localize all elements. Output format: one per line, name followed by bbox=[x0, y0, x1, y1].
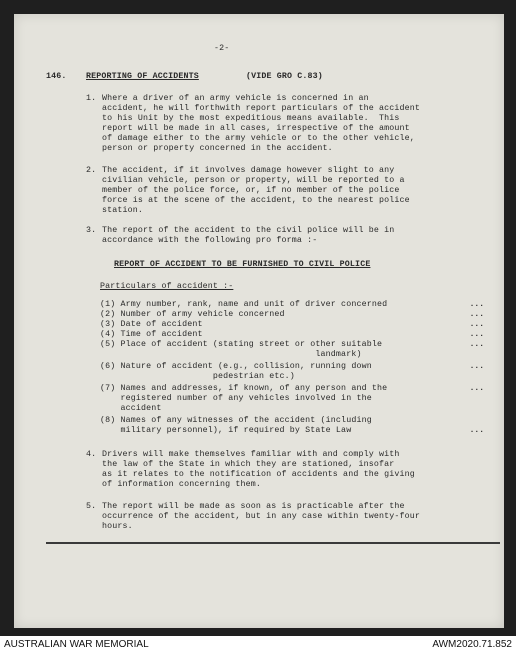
section-number: 146. bbox=[46, 72, 67, 81]
particular-8: (8) Names of any witnesses of the accident (including bbox=[100, 416, 372, 425]
paragraph-1-line: person or property concerned in the accident. bbox=[102, 144, 333, 153]
page-number: -2- bbox=[214, 44, 230, 53]
form-heading: REPORT OF ACCIDENT TO BE FURNISHED TO CIVIL POLICE bbox=[114, 260, 371, 269]
paragraph-1-line: Where a driver of an army vehicle is concerned in an bbox=[102, 94, 369, 103]
paragraph-2-line: The accident, if it involves damage however slight to any bbox=[102, 166, 395, 175]
particular-5: (5) Place of accident (stating street or other suitable bbox=[100, 340, 383, 349]
paragraph-1-line: of damage either to the army vehicle or to the other vehicle, bbox=[102, 134, 415, 143]
particular-7: (7) Names and addresses, if known, of any person and the bbox=[100, 384, 388, 393]
paragraph-4-line: of information concerning them. bbox=[102, 480, 261, 489]
paragraph-3-line: The report of the accident to the civil police will be in bbox=[102, 226, 395, 235]
particular-7-leader: ... bbox=[469, 384, 484, 393]
particular-5-leader: ... bbox=[469, 340, 484, 349]
particular-4-leader: ... bbox=[469, 330, 484, 339]
paragraph-3-number: 3. bbox=[86, 226, 97, 235]
particular-5-cont: landmark) bbox=[100, 350, 362, 359]
paragraph-4-line: the law of the State in which they are stationed, insofar bbox=[102, 460, 395, 469]
paragraph-5-line: hours. bbox=[102, 522, 133, 531]
particular-1-leader: ... bbox=[469, 300, 484, 309]
particular-2-leader: ... bbox=[469, 310, 484, 319]
paragraph-2-number: 2. bbox=[86, 166, 97, 175]
paragraph-1-line: report will be made in all cases, irrespective of the amount bbox=[102, 124, 410, 133]
paragraph-4-line: Drivers will make themselves familiar with and comply with bbox=[102, 450, 400, 459]
bottom-rule bbox=[46, 542, 500, 544]
particular-3-leader: ... bbox=[469, 320, 484, 329]
section-title: REPORTING OF ACCIDENTS bbox=[86, 72, 199, 81]
paragraph-5-number: 5. bbox=[86, 502, 97, 511]
paragraph-1-line: to his Unit by the most expeditious means available. This bbox=[102, 114, 400, 123]
footer-right-text: AWM2020.71.852 bbox=[432, 639, 512, 650]
particular-6-cont: pedestrian etc.) bbox=[100, 372, 295, 381]
paragraph-4-number: 4. bbox=[86, 450, 97, 459]
paragraph-5-line: occurrence of the accident, but in any case within twenty-four bbox=[102, 512, 420, 521]
section-reference: (VIDE GRO C.83) bbox=[246, 72, 323, 81]
particular-8-cont: military personnel), if required by State Law bbox=[100, 426, 352, 435]
particular-6: (6) Nature of accident (e.g., collision, running down bbox=[100, 362, 372, 371]
paragraph-5-line: The report will be made as soon as is practicable after the bbox=[102, 502, 405, 511]
particular-8-leader: ... bbox=[469, 426, 484, 435]
document-page bbox=[14, 14, 504, 628]
particular-4: (4) Time of accident bbox=[100, 330, 203, 339]
particular-7-cont: accident bbox=[100, 404, 162, 413]
footer-bar bbox=[0, 636, 516, 653]
particular-7-cont: registered number of any vehicles involved in the bbox=[100, 394, 372, 403]
paragraph-2-line: station. bbox=[102, 206, 144, 215]
particular-1: (1) Army number, rank, name and unit of driver concerned bbox=[100, 300, 388, 309]
paragraph-2-line: force is at the scene of the accident, to the nearest police bbox=[102, 196, 410, 205]
paragraph-1-line: accident, he will forthwith report particulars of the accident bbox=[102, 104, 420, 113]
paragraph-2-line: member of the police force, or, if no member of the police bbox=[102, 186, 400, 195]
paragraph-4-line: as it relates to the notification of accidents and the giving bbox=[102, 470, 415, 479]
paragraph-1-number: 1. bbox=[86, 94, 97, 103]
particular-3: (3) Date of accident bbox=[100, 320, 203, 329]
paragraph-3-line: accordance with the following pro forma :- bbox=[102, 236, 318, 245]
particular-2: (2) Number of army vehicle concerned bbox=[100, 310, 285, 319]
footer-left-text: AUSTRALIAN WAR MEMORIAL bbox=[4, 639, 149, 650]
particular-6-leader: ... bbox=[469, 362, 484, 371]
particulars-heading: Particulars of accident :- bbox=[100, 282, 234, 291]
paragraph-2-line: civilian vehicle, person or property, will be reported to a bbox=[102, 176, 405, 185]
